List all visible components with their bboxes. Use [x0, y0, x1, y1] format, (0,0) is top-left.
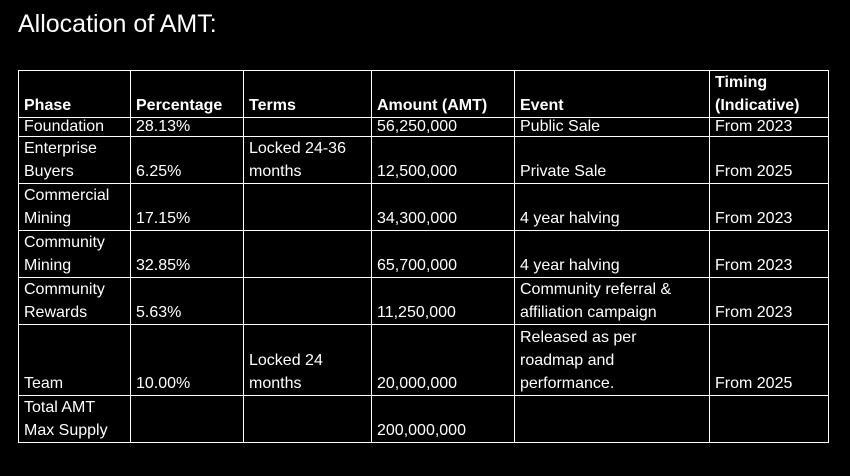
page-title: Allocation of AMT: [18, 10, 217, 38]
cell-amount: 56,250,000 [372, 118, 515, 137]
cell-terms: Locked 24-36 months [244, 137, 372, 184]
cell-terms [244, 278, 372, 325]
cell-terms: Locked 24 months [244, 325, 372, 396]
cell-timing: From 2023 [710, 278, 829, 325]
cell-percentage: 10.00% [131, 325, 244, 396]
cell-timing: From 2023 [710, 118, 829, 137]
table-row [19, 231, 829, 278]
table-row [19, 118, 829, 137]
cell-terms [244, 396, 372, 443]
cell-timing: From 2023 [710, 184, 829, 231]
cell-percentage: 32.85% [131, 231, 244, 278]
cell-phase: Team [19, 325, 131, 396]
cell-phase: Community Rewards [19, 278, 131, 325]
header-percentage: Percentage [131, 71, 244, 118]
cell-timing: From 2025 [710, 137, 829, 184]
header-phase: Phase [19, 71, 131, 118]
cell-event: Private Sale [515, 137, 710, 184]
cell-event: 4 year halving [515, 231, 710, 278]
table-row [19, 184, 829, 231]
cell-event [515, 396, 710, 443]
cell-amount: 12,500,000 [372, 137, 515, 184]
header-event: Event [515, 71, 710, 118]
table-row [19, 325, 829, 396]
table-row-total [19, 396, 829, 443]
cell-phase: Community Mining [19, 231, 131, 278]
cell-phase: Commercial Mining [19, 184, 131, 231]
cell-terms [244, 231, 372, 278]
cell-terms [244, 184, 372, 231]
cell-amount: 20,000,000 [372, 325, 515, 396]
cell-event: 4 year halving [515, 184, 710, 231]
header-timing: Timing (Indicative) [710, 71, 829, 118]
cell-amount: 65,700,000 [372, 231, 515, 278]
cell-amount: 11,250,000 [372, 278, 515, 325]
cell-timing: From 2023 [710, 231, 829, 278]
header-amount: Amount (AMT) [372, 71, 515, 118]
cell-percentage: 6.25% [131, 137, 244, 184]
cell-phase: Enterprise Buyers [19, 137, 131, 184]
cell-percentage: 5.63% [131, 278, 244, 325]
table-row [19, 137, 829, 184]
cell-percentage: 17.15% [131, 184, 244, 231]
cell-event: Community referral & affiliation campaign [515, 278, 710, 325]
allocation-table [18, 70, 829, 443]
cell-event: Public Sale [515, 118, 710, 137]
cell-phase: Foundation [19, 118, 131, 137]
header-terms: Terms [244, 71, 372, 118]
cell-amount: 200,000,000 [372, 396, 515, 443]
cell-percentage [131, 396, 244, 443]
cell-timing: From 2025 [710, 325, 829, 396]
cell-percentage: 28.13% [131, 118, 244, 137]
header-row [19, 71, 829, 118]
cell-amount: 34,300,000 [372, 184, 515, 231]
cell-timing [710, 396, 829, 443]
cell-terms [244, 118, 372, 137]
table-row [19, 278, 829, 325]
cell-phase: Total AMT Max Supply [19, 396, 131, 443]
cell-event: Released as per roadmap and performance. [515, 325, 710, 396]
